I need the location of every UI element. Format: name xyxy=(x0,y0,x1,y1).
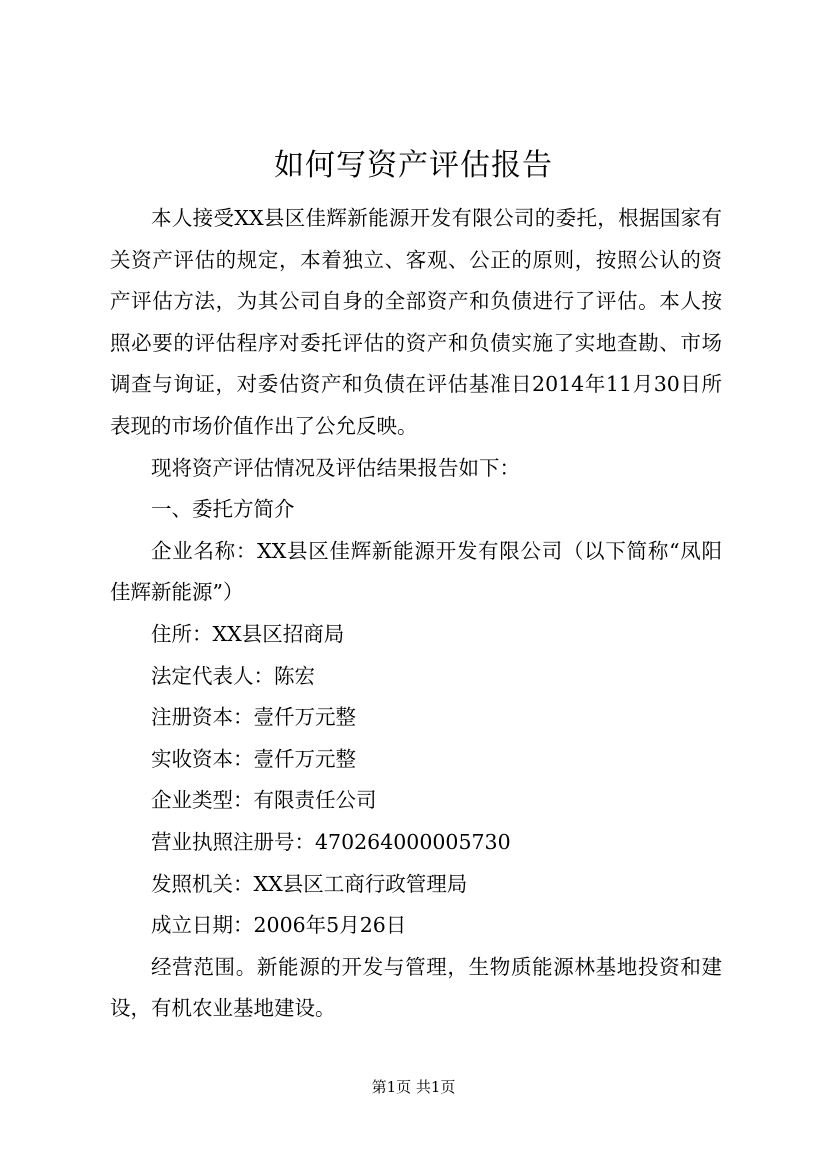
field-registered-capital: 注册资本：壹仟万元整 xyxy=(151,705,356,730)
field-address: 住所：XX县区招商局 xyxy=(151,621,345,646)
section-heading-client: 一、委托方简介 xyxy=(151,497,295,522)
page-footer: 第1页 共1页 xyxy=(371,1078,456,1096)
field-company-name: 企业名称：XX县区佳辉新能源开发有限公司（以下简称“凤阳佳辉新能源”） xyxy=(110,538,722,605)
document-title: 如何写资产评估报告 xyxy=(274,148,553,183)
paragraph-intro: 本人接受XX县区佳辉新能源开发有限公司的委托，根据国家有关资产评估的规定，本着独立、客观、公正的原则，按照公认的资产评估方法，为其公司自身的全部资产和负债进行了评估。本人按照必要的评估程序对委托评估的资产和负债实施了实地查勘、市场调查与询证，对委估资产和负债在评估基准日2014年11月30日所表现的市场价值作出了公允反映。 xyxy=(110,206,722,438)
field-establishment-date: 成立日期：2006年5月26日 xyxy=(151,913,407,938)
field-legal-representative: 法定代表人：陈宏 xyxy=(151,663,315,688)
field-company-type: 企业类型：有限责任公司 xyxy=(151,788,377,813)
field-issuing-authority: 发照机关：XX县区工商行政管理局 xyxy=(151,871,468,896)
field-paid-in-capital: 实收资本：壹仟万元整 xyxy=(151,746,356,771)
field-license-number: 营业执照注册号：470264000005730 xyxy=(151,829,511,854)
field-business-scope: 经营范围。新能源的开发与管理，生物质能源林基地投资和建设，有机农业基地建设。 xyxy=(110,954,722,1021)
document-body xyxy=(110,198,722,1030)
paragraph-report-lead: 现将资产评估情况及评估结果报告如下： xyxy=(151,455,520,480)
